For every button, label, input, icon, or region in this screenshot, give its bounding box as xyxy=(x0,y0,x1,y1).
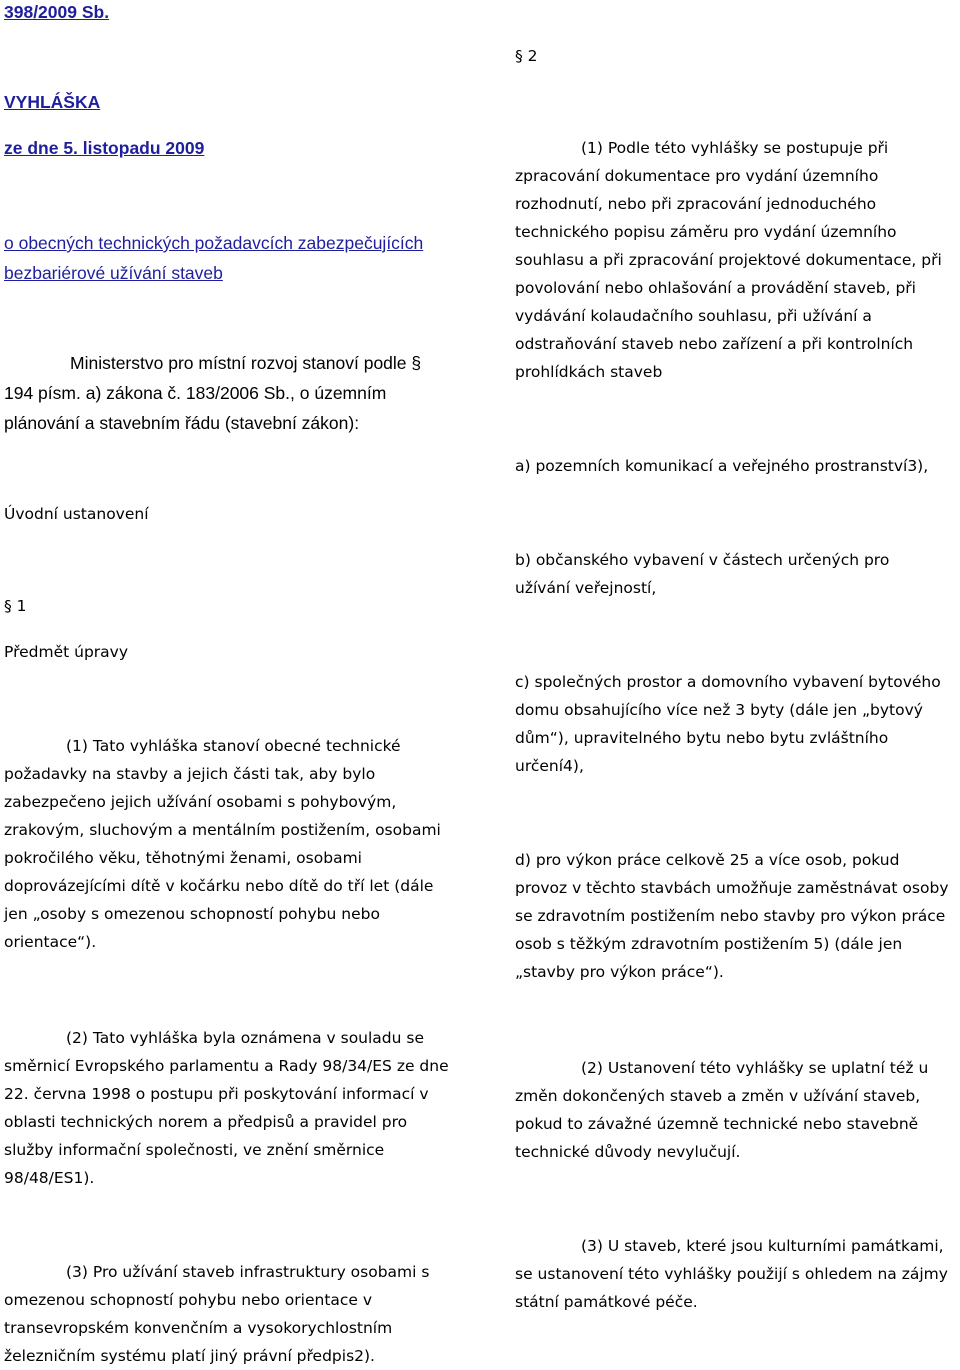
paragraph-1-title: Předmět úpravy xyxy=(4,643,128,661)
paragraph-1-section-3: (3) Pro užívání staveb infrastruktury osobami s omezenou schopností pohybu nebo orientace v transevropském konvenčním a vysokorychlostním železničním systému platí jiný právní předpis2). xyxy=(4,1263,430,1365)
list-item-d: d) pro výkon práce celkově 25 a více osob, pokud provoz v těchto stavbách umožňuje zaměstnávat osoby se zdravotním postižením nebo stavby pro výkon práce osob s těžkým zdravotním postižením 5) (dále jen „stavby pro výkon práce“). xyxy=(515,851,949,981)
list-item-b: b) občanského vybavení v částech určených pro užívání veřejností, xyxy=(515,551,890,597)
paragraph-1-section-1: (1) Tato vyhláška stanoví obecné technické požadavky na stavby a jejich části tak, aby bylo zabezpečeno jejich užívání osobami s pohybovým, zrakovým, sluchovým a mentálním postižením, osobami pokročilého věku, těhotnými ženami, osobami doprovázejícími dítě v kočárku nebo dítě do tří let (dále jen „osoby s omezenou schopností pohybu nebo orientace“). xyxy=(4,737,441,951)
document-type-title[interactable]: VYHLÁŠKA xyxy=(4,92,101,112)
list-item-c: c) společných prostor a domovního vybavení bytového domu obsahujícího více než 3 byty (dále jen „bytový dům“), upravitelného bytu nebo bytu zvláštního určení4), xyxy=(515,673,941,775)
paragraph-2-mark: § 2 xyxy=(515,47,538,65)
paragraph-2-section-3: (3) U staveb, které jsou kulturními památkami, se ustanovení této vyhlášky použijí s ohledem na zájmy státní památkové péče. xyxy=(515,1237,948,1311)
preamble-paragraph: Ministerstvo pro místní rozvoj stanoví podle § 194 písm. a) zákona č. 183/2006 Sb., o územním plánování a stavebním řádu (stavební zákon): xyxy=(4,353,422,433)
paragraph-2-section-2: (2) Ustanovení této vyhlášky se uplatní též u změn dokončených staveb a změn v užívání staveb, pokud to závažné územně technické nebo stavebně technické důvody nevylučují. xyxy=(515,1059,929,1161)
document-subject[interactable]: o obecných technických požadavcích zabezpečujících bezbariérové užívání staveb xyxy=(4,233,424,283)
paragraph-1-mark: § 1 xyxy=(4,597,27,615)
document-number[interactable]: 398/2009 Sb. xyxy=(4,2,110,22)
list-item-a: a) pozemních komunikací a veřejného prostranství3), xyxy=(515,457,929,475)
document-date[interactable]: ze dne 5. listopadu 2009 xyxy=(4,138,205,158)
paragraph-2-section-1: (1) Podle této vyhlášky se postupuje při zpracování dokumentace pro vydání územního rozhodnutí, nebo při zpracování jednoduchého technického popisu záměru pro vydání územního souhlasu a při zpracování projektové dokumentace, při povolování nebo ohlašování a provádění staveb, při vydávání kolaudačního souhlasu, při užívání a odstraňování staveb nebo zařízení a při kontrolních prohlídkách staveb xyxy=(515,139,942,381)
section-heading: Úvodní ustanovení xyxy=(4,505,149,523)
paragraph-1-section-2: (2) Tato vyhláška byla oznámena v souladu se směrnicí Evropského parlamentu a Rady 98/34/ES ze dne 22. června 1998 o postupu při poskytování informací v oblasti technických norem a předpisů a pravidel pro služby informační společnosti, ve znění směrnice 98/48/ES1). xyxy=(4,1029,449,1187)
